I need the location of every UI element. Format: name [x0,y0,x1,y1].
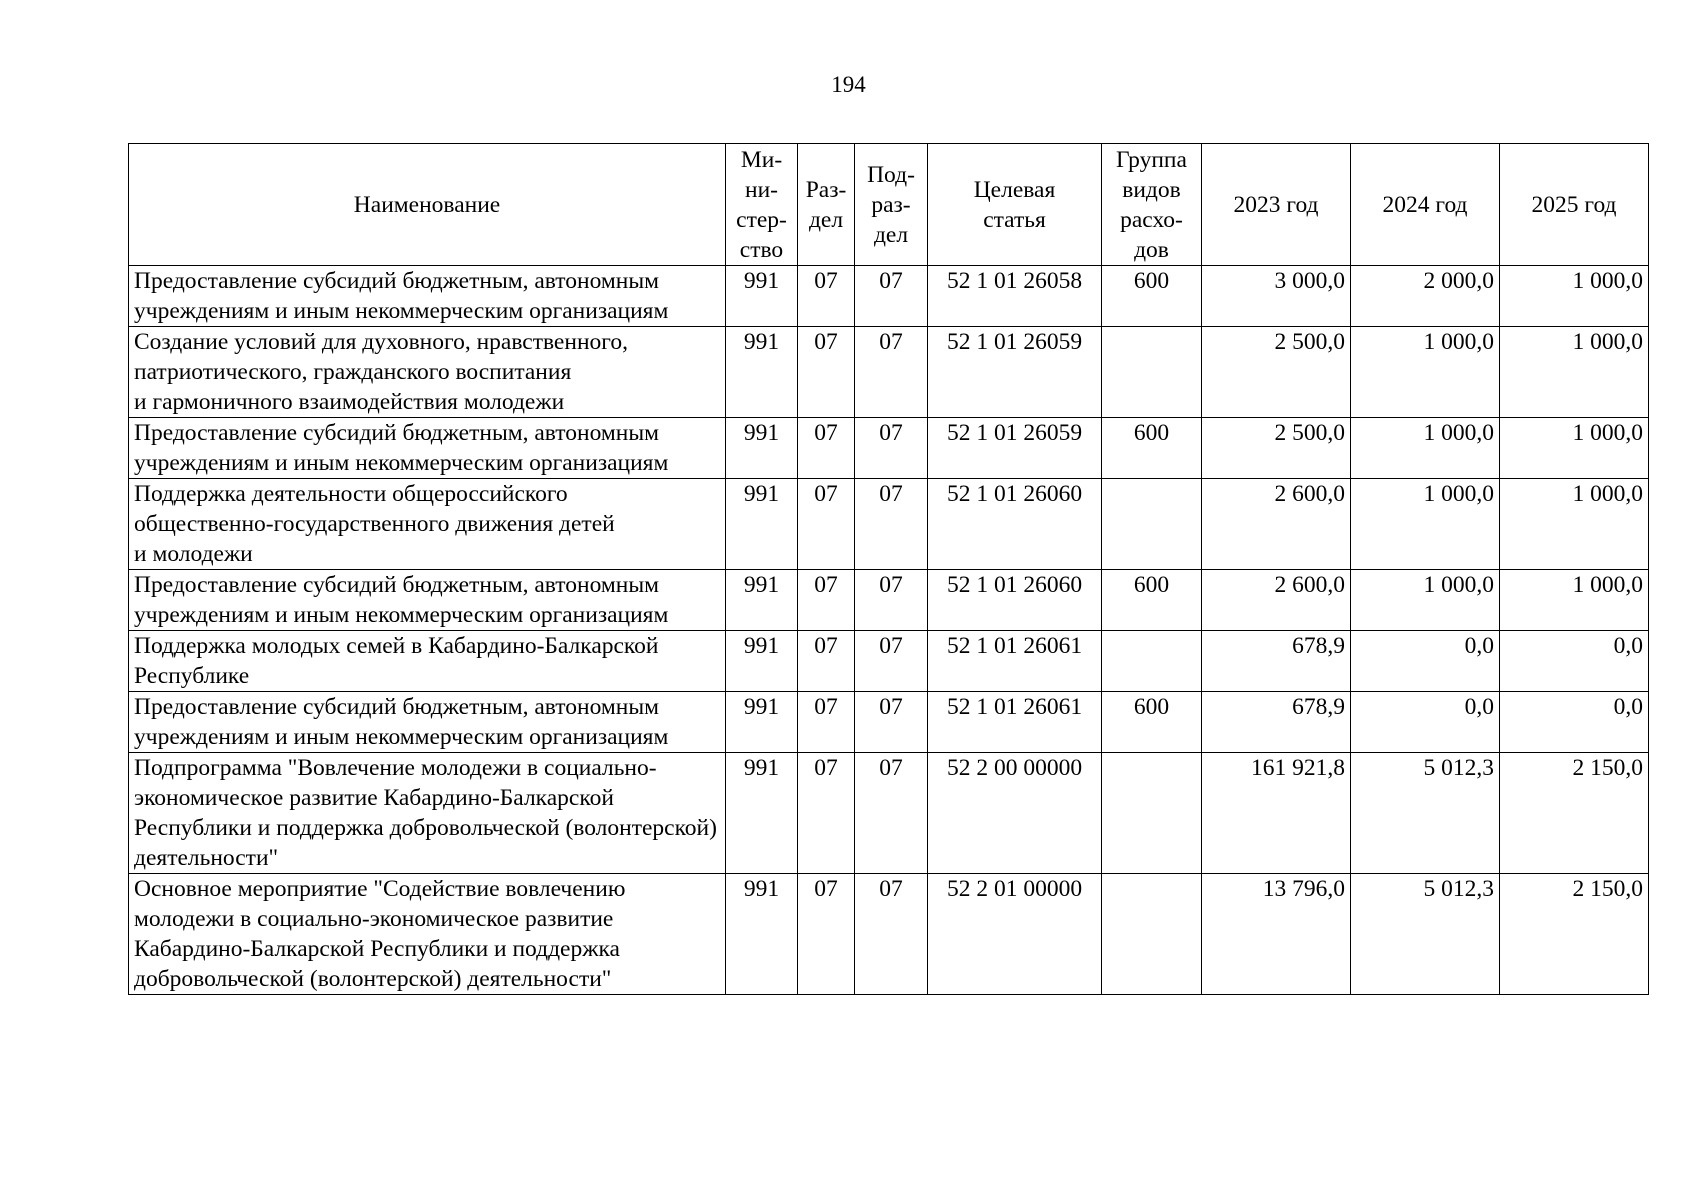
row-target-article: 52 1 01 26059 [928,418,1102,479]
row-2023: 2 600,0 [1202,570,1351,631]
row-subsection: 07 [855,266,928,327]
row-ministry: 991 [726,570,798,631]
header-subsection: Под- раз- дел [855,144,928,266]
row-section: 07 [798,874,855,995]
table-row [129,266,1649,327]
row-2024: 2 000,0 [1351,266,1500,327]
table-row [129,418,1649,479]
row-subsection: 07 [855,692,928,753]
row-expense-group: 600 [1102,418,1202,479]
row-subsection: 07 [855,418,928,479]
header-ministry: Ми- ни- стер- ство [726,144,798,266]
row-subsection: 07 [855,570,928,631]
row-subsection: 07 [855,753,928,874]
row-2024: 1 000,0 [1351,479,1500,570]
row-2025: 1 000,0 [1500,266,1649,327]
page-number: 194 [831,72,866,97]
row-target-article: 52 1 01 26061 [928,631,1102,692]
row-2024: 1 000,0 [1351,327,1500,418]
row-2023: 13 796,0 [1202,874,1351,995]
row-ministry: 991 [726,692,798,753]
row-2024: 5 012,3 [1351,753,1500,874]
row-2025: 2 150,0 [1500,874,1649,995]
row-ministry: 991 [726,266,798,327]
table-row [129,570,1649,631]
row-section: 07 [798,266,855,327]
table-header-row [129,144,1649,266]
row-2023: 2 600,0 [1202,479,1351,570]
header-2024: 2024 год [1351,144,1500,266]
row-ministry: 991 [726,418,798,479]
row-2025: 2 150,0 [1500,753,1649,874]
row-target-article: 52 2 00 00000 [928,753,1102,874]
row-2025: 1 000,0 [1500,479,1649,570]
row-target-article: 52 1 01 26060 [928,570,1102,631]
row-section: 07 [798,570,855,631]
row-ministry: 991 [726,479,798,570]
row-ministry: 991 [726,631,798,692]
row-2023: 2 500,0 [1202,327,1351,418]
row-2025: 1 000,0 [1500,570,1649,631]
header-2025: 2025 год [1500,144,1649,266]
row-target-article: 52 1 01 26061 [928,692,1102,753]
table-row [129,874,1649,995]
row-subsection: 07 [855,479,928,570]
row-2023: 2 500,0 [1202,418,1351,479]
row-2023: 678,9 [1202,631,1351,692]
row-name: Создание условий для духовного, нравственного, патриотического, гражданского воспитания и гармоничного взаимодействия молодежи [129,327,726,418]
row-section: 07 [798,753,855,874]
table-row [129,692,1649,753]
row-subsection: 07 [855,874,928,995]
row-2024: 5 012,3 [1351,874,1500,995]
row-2025: 1 000,0 [1500,327,1649,418]
row-section: 07 [798,692,855,753]
row-target-article: 52 2 01 00000 [928,874,1102,995]
row-section: 07 [798,418,855,479]
row-expense-group: 600 [1102,692,1202,753]
row-expense-group [1102,631,1202,692]
row-section: 07 [798,327,855,418]
header-name: Наименование [129,144,726,266]
row-expense-group [1102,327,1202,418]
row-2025: 0,0 [1500,631,1649,692]
row-name: Предоставление субсидий бюджетным, автономным учреждениям и иным некоммерческим организациям [129,692,726,753]
row-target-article: 52 1 01 26059 [928,327,1102,418]
row-name: Подпрограмма "Вовлечение молодежи в социально-экономическое развитие Кабардино-Балкарской Республики и поддержка добровольческой (волонтерской) деятельности" [129,753,726,874]
row-2024: 0,0 [1351,631,1500,692]
row-2023: 3 000,0 [1202,266,1351,327]
row-2023: 678,9 [1202,692,1351,753]
table-row [129,327,1649,418]
row-expense-group: 600 [1102,266,1202,327]
row-subsection: 07 [855,327,928,418]
row-name: Основное мероприятие "Содействие вовлечению молодежи в социально-экономическое развитие Кабардино-Балкарской Республики и поддержка добровольческой (волонтерской) деятельности" [129,874,726,995]
header-2023: 2023 год [1202,144,1351,266]
row-expense-group: 600 [1102,570,1202,631]
row-2024: 1 000,0 [1351,570,1500,631]
table-row [129,479,1649,570]
row-expense-group [1102,753,1202,874]
row-2024: 0,0 [1351,692,1500,753]
row-expense-group [1102,479,1202,570]
row-ministry: 991 [726,327,798,418]
row-name: Предоставление субсидий бюджетным, автономным учреждениям и иным некоммерческим организациям [129,570,726,631]
row-target-article: 52 1 01 26060 [928,479,1102,570]
row-2025: 0,0 [1500,692,1649,753]
table-row [129,631,1649,692]
row-section: 07 [798,631,855,692]
row-ministry: 991 [726,753,798,874]
table-row [129,753,1649,874]
row-name: Поддержка деятельности общероссийского общественно-государственного движения детей и молодежи [129,479,726,570]
row-target-article: 52 1 01 26058 [928,266,1102,327]
row-ministry: 991 [726,874,798,995]
row-name: Предоставление субсидий бюджетным, автономным учреждениям и иным некоммерческим организациям [129,418,726,479]
row-2024: 1 000,0 [1351,418,1500,479]
row-2025: 1 000,0 [1500,418,1649,479]
row-name: Поддержка молодых семей в Кабардино-Балкарской Республике [129,631,726,692]
header-target-article: Целевая статья [928,144,1102,266]
row-subsection: 07 [855,631,928,692]
row-expense-group [1102,874,1202,995]
row-name: Предоставление субсидий бюджетным, автономным учреждениям и иным некоммерческим организациям [129,266,726,327]
header-expense-group: Группа видов расхо- дов [1102,144,1202,266]
row-2023: 161 921,8 [1202,753,1351,874]
row-section: 07 [798,479,855,570]
budget-table [128,143,1649,995]
header-section: Раз- дел [798,144,855,266]
